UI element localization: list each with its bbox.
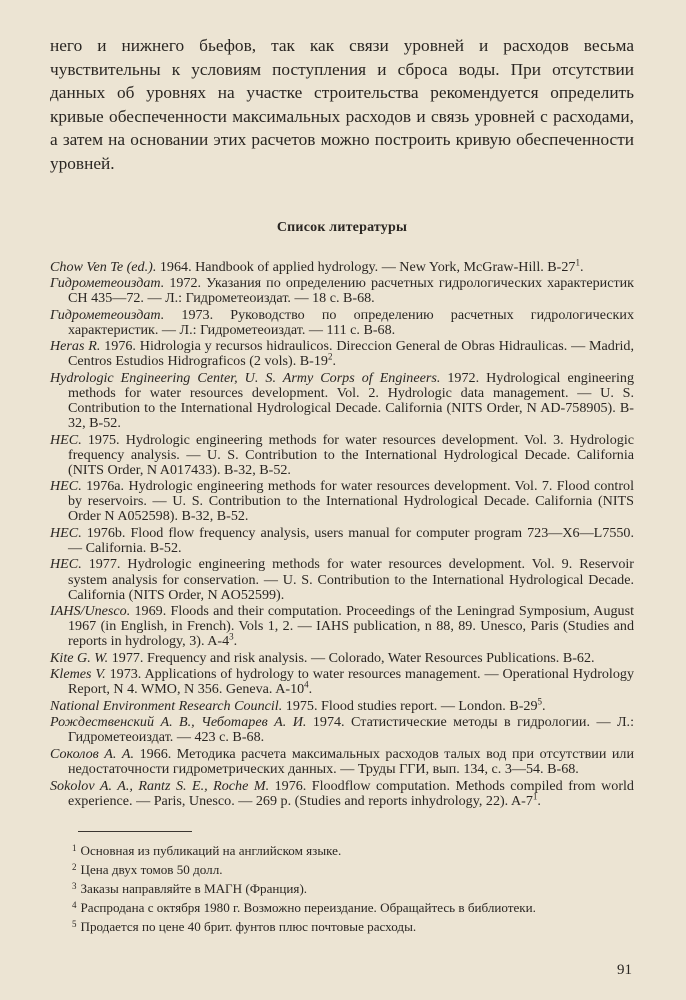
reference-author: National Environment Research Council. — [50, 697, 283, 714]
reference-entry — [50, 276, 634, 306]
reference-text: 1973. Руководство по определению расчетных гидрологических характеристик. — Л.: Гидрометеоиздат. — 111 с. B-68. — [68, 306, 634, 338]
reference-entry — [50, 696, 634, 714]
footnote-text: Распродана с октября 1980 г. Возможно переиздание. Обращайтесь в библиотеки. — [80, 899, 536, 915]
reference-end: . — [542, 697, 546, 714]
reference-author: HEC. — [50, 556, 82, 573]
reference-author: Heras R. — [50, 338, 101, 355]
reference-end: . — [308, 681, 313, 698]
reference-author: HEC. — [50, 524, 82, 541]
reference-text: 1966. Методика расчета максимальных расходов талых вод при отсутствии или недостаточности гидрометрических данных. — Труды ГГИ, вып. 134, с. 3—54. B-68. — [68, 746, 634, 778]
reference-author: HEC. — [50, 431, 82, 448]
reference-text: 1976b. Flood flow frequency analysis, users manual for computer program 723—X6—L7550. — California. B-52. — [68, 524, 634, 556]
reference-entry — [50, 651, 634, 666]
footnote-number: 5 — [72, 918, 77, 929]
page-number: 91 — [617, 962, 632, 978]
reference-text: 1975. Hydrologic engineering methods for water resources development. Vol. 3. Hydrologic frequency analysis. — U. S. Contribution to the International Hydrological Decade. California (NITS Order, N A017433). B-32, B-52. — [68, 431, 634, 478]
reference-text: 1977. Frequency and risk analysis. — Colorado, Water Resources Publications. B-62. — [108, 649, 595, 666]
footnote-text: Цена двух томов 50 долл. — [80, 861, 223, 877]
reference-text: 1975. Flood studies report. — London. B-29 — [282, 697, 538, 714]
reference-author: Kite G. W. — [50, 649, 109, 666]
reference-author: Гидрометеоиздат. — [50, 275, 165, 292]
reference-author: Chow Ven Te (ed.). — [50, 258, 157, 275]
footnote — [50, 878, 634, 897]
reference-author: Sokolov A. A., Rantz S. E., Roche M. — [50, 777, 270, 794]
reference-entry — [50, 526, 634, 556]
reference-author: Гидрометеоиздат. — [50, 306, 165, 323]
reference-entry — [50, 604, 634, 649]
reference-entry — [50, 339, 634, 369]
footnotes-list — [50, 840, 634, 935]
reference-end: . — [233, 633, 238, 650]
reference-text: 1972. Указания по определению расчетных гидрологических характеристик СН 435—72. — Л.: Гидрометеоиздат. — 18 с. B-68. — [68, 275, 634, 307]
intro-text: него и нижнего бьефов, так как связи уровней и расходов весьма чувствительны к условиям поступления и сброса воды. При отсутствии данных об уровнях на участке строительства рекомендуется определить кривые обеспеченности максимальных расходов и связь уровней с расходами, а затем на основании этих расчетов можно построить кривую обеспеченности уровней. — [50, 36, 634, 173]
footnote-marker[interactable]: 1 — [532, 790, 538, 801]
reference-end: . — [579, 258, 584, 275]
reference-entry — [50, 747, 634, 777]
footnote-marker[interactable]: 5 — [537, 696, 543, 707]
reference-entry — [50, 308, 634, 338]
references-heading: Список литературы — [276, 219, 408, 235]
footnote — [50, 859, 634, 878]
footnote-marker[interactable]: 2 — [327, 351, 333, 362]
footnote — [50, 897, 634, 916]
reference-text: 1976. Floodflow computation. Methods compiled from world experience. — Paris, Unesco. — 269 p. (Studies and reports inhydrology, 22). A-7 — [68, 777, 634, 809]
footnote-marker[interactable]: 3 — [229, 631, 234, 642]
footnote-text: Заказы направляйте в МАГН (Франция). — [80, 880, 308, 896]
reference-text: 1977. Hydrologic engineering methods for water resources development. Vol. 9. Reservoir system analysis for conservation. — U. S. Contribution to the International Hydrological Decade. California (NITS Order, N AO52599). — [68, 556, 634, 603]
intro-paragraph — [50, 34, 634, 176]
reference-entry — [50, 715, 634, 745]
reference-entry — [50, 433, 634, 478]
footnote-divider — [78, 831, 192, 832]
reference-text: 1964. Handbook of applied hydrology. — New York, McGraw-Hill. B-27 — [156, 258, 576, 275]
reference-entry — [50, 557, 634, 602]
footnote-text: Продается по цене 40 брит. фунтов плюс почтовые расходы. — [80, 918, 417, 934]
reference-text: 1972. Hydrological engineering methods for water resources development. Vol. 2. Hydrologic data management. — U. S. Contribution to the International Hydrological Decade. California (NITS Order, N AD-758905). B-32, B-52. — [68, 369, 634, 432]
reference-entry — [50, 667, 634, 697]
reference-entry — [50, 479, 634, 524]
reference-author: IAHS/Unesco. — [50, 603, 131, 620]
footnote-marker[interactable]: 4 — [304, 679, 309, 690]
footnote-number: 3 — [72, 880, 77, 891]
reference-text: 1969. Floods and their computation. Proceedings of the Leningrad Symposium, August 1967 (in English, in French). Vols 1, 2. — IAHS publication, n 88, 89. Unesco, Paris (Studies and reports in hydrology, 3). A-4 — [68, 603, 634, 650]
footnote — [50, 840, 634, 859]
reference-entry — [50, 779, 634, 809]
references-list — [50, 256, 634, 809]
footnote-marker[interactable]: 1 — [575, 256, 580, 267]
footnote-text: Основная из публикаций на английском языке. — [80, 842, 342, 858]
reference-end: . — [332, 353, 336, 370]
footnote-number: 2 — [72, 861, 77, 872]
reference-text: 1974. Статистические методы в гидрологии. — Л.: Гидрометеоиздат. — 423 с. B-68. — [68, 714, 634, 746]
footnote-number: 1 — [72, 842, 77, 853]
reference-author: Соколов А. А. — [50, 746, 135, 763]
reference-author: Рождественский А. В., Чеботарев А. И. — [50, 714, 307, 731]
reference-text: 1976a. Hydrologic engineering methods for water resources development. Vol. 7. Flood control by reservoirs. — U. S. Contribution to the International Hydrological Decade. California (NITS Order N A052598). B-32, B-52. — [68, 478, 634, 525]
reference-author: Klemes V. — [50, 666, 106, 683]
footnote — [50, 916, 634, 935]
reference-end: . — [537, 792, 541, 809]
reference-text: 1973. Applications of hydrology to water resources management. — Operational Hydrology Report, N 4. WMO, N 356. Geneva. A-10 — [68, 666, 634, 698]
reference-entry — [50, 256, 634, 275]
reference-entry — [50, 371, 634, 431]
footnote-number: 4 — [72, 899, 77, 910]
reference-author: HEC. — [50, 478, 82, 495]
reference-text: 1976. Hidrologia y recursos hidraulicos. Direccion General de Obras Hidraulicas. — Madrid, Centros Estudios Hidrograficos (2 vols). B-19 — [68, 338, 634, 370]
reference-author: Hydrologic Engineering Center, U. S. Army Corps of Engineers. — [50, 369, 441, 386]
